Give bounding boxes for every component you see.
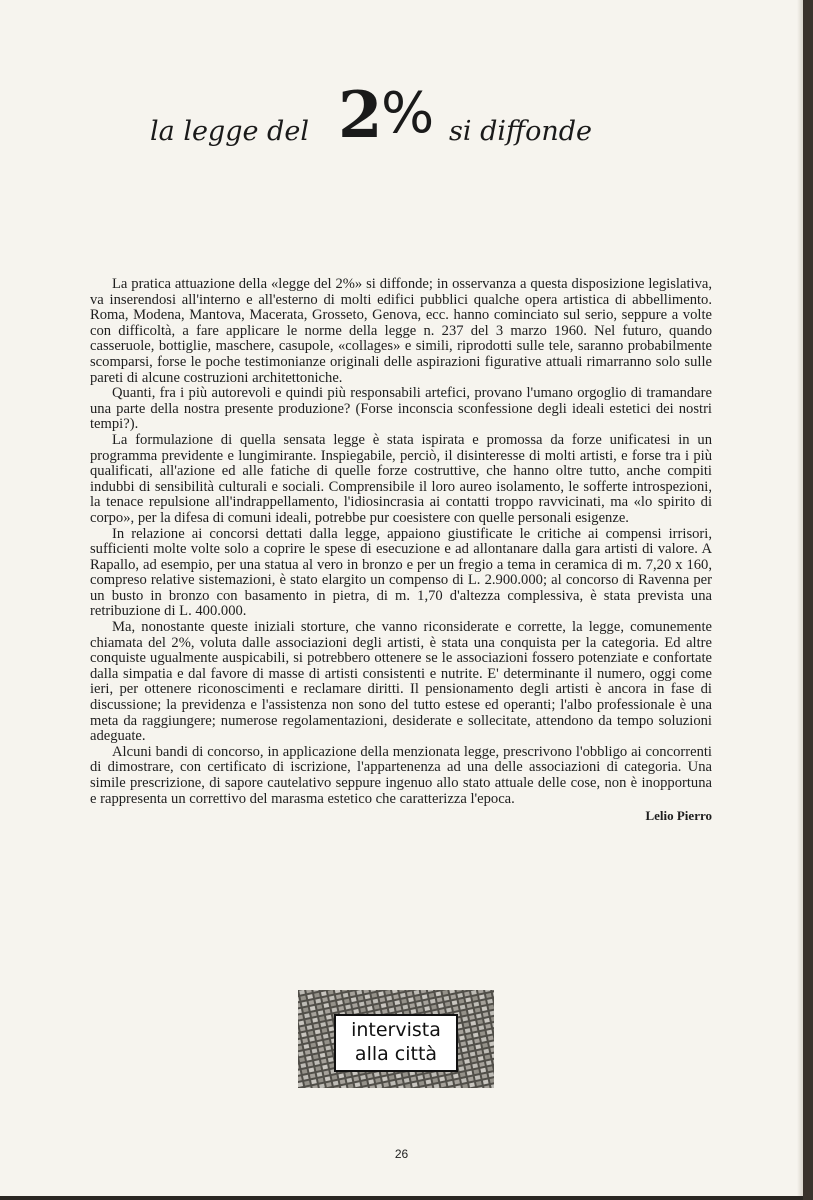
article-title	[150, 78, 650, 176]
article-body	[90, 277, 712, 824]
logo-label	[334, 1014, 458, 1072]
title-before: la legge del	[150, 116, 309, 147]
title-number: 2	[338, 78, 383, 153]
book-spine	[803, 0, 813, 1200]
logo-line-1: intervista	[351, 1019, 441, 1041]
logo-line-2: alla città	[354, 1043, 438, 1065]
page-number: 26	[394, 1147, 409, 1161]
paragraph-3: La formulazione di quella sensata legge è stata ispirata e promossa da forze unificatesi in un programma previdente e lungimirante. Inspiegabile, perciò, il disinteresse di molti artisti, e forse tra i più qualificati, all'azione ed alle fatiche di quelle forze costruttive, che hanno oltre tutto, anche compiti indubbi di sensibilità culturali e sociali. Comprensibile il loro aureo isolamento, le sofferte introspezioni, la tenace repulsione all'indrappellamento, l'idiosincrasia ai contatti troppo ravvicinati, ma «lo spirito di corpo», per la difesa di comuni ideali, potrebbe pur coesistere con quelle personali esigenze.	[90, 431, 712, 526]
paragraph-4: In relazione ai concorsi dettati dalla legge, appaiono giustificate le critiche ai compensi irrisori, sufficienti molte volte solo a coprire le spese di esecuzione e ad allontanare dalla gara artisti di valore. A Rapallo, ad esempio, per una statua al vero in bronzo e per un fregio a tema in ceramica di m. 7,20 x 160, compreso relative sistemazioni, è stato elargito un compenso di L. 2.900.000; al concorso di Ravenna per un busto in bronzo con basamento in pietra, di m. 1,70 d'altezza complessiva, è stata prevista una retribuzione di L. 400.000.	[90, 525, 712, 620]
paragraph-5: Ma, nonostante queste iniziali storture, che vanno riconsiderate e corrette, la legge, comunemente chiamata del 2%, voluta dalle associazioni degli artisti, è stata una conquista per la categoria. Ed altre conquiste ugualmente auspicabili, si potrebbero ottenere se le associazioni fossero potenziate e confortate dalla simpatia e dal favore di masse di artisti consistenti e nutrite. E' determinante il numero, oggi come ieri, per ottenere riconoscimenti e reclamare diritti. Il pensionamento degli artisti è ancora in fase di discussione; la previdenza e l'assistenza non sono del tutto estese ed operanti; l'albo professionale è una meta da raggiungere; numerose regolamentazioni, desiderate e sollecitate, attendono da tempo soluzioni adeguate.	[90, 619, 712, 745]
paragraph-1: La pratica attuazione della «legge del 2%» si diffonde; in osservanza a questa disposizione legislativa, va inserendosi all'interno e all'esterno di molti edifici pubblici qualche opera artistica di abbellimento. Roma, Modena, Mantova, Macerata, Grosseto, Genova, ecc. hanno cominciato sul serio, seppure a volte con difficoltà, a fare applicare le norme della legge n. 237 del 3 marzo 1960. Nel futuro, quando casseruole, bottiglie, maschere, casupole, «collages» e simili, riprodotti sulle tele, saranno probabilmente scomparsi, forse le poche testimonianze originali delle aspirazioni figurative attuali rimarranno solo sulle pareti di alcune costruzioni architettoniche.	[90, 276, 712, 386]
author-signature: Lelio Pierro	[645, 808, 712, 824]
paragraph-6: Alcuni bandi di concorso, in applicazione della menzionata legge, prescrivono l'obbligo ai concorrenti di dimostrare, con certificato di iscrizione, l'appartenenza ad una delle associazioni di categoria. Una simile prescrizione, di sapore cautelativo seppure ingenuo allo stato attuale delle cose, non è inopportuna e rappresenta un correttivo del marasma estetico che caratterizza l'epoca.	[90, 743, 712, 807]
title-percent: %	[381, 81, 435, 146]
paragraph-2: Quanti, fra i più autorevoli e quindi più responsabili artefici, provano l'umano orgoglio di tramandare una parte della nostra presente produzione? (Forse inconscia sconfessione degli ideali estetici dei nostri tempi?).	[90, 385, 712, 433]
intervista-logo	[298, 990, 494, 1088]
title-after: si diffonde	[449, 116, 593, 147]
